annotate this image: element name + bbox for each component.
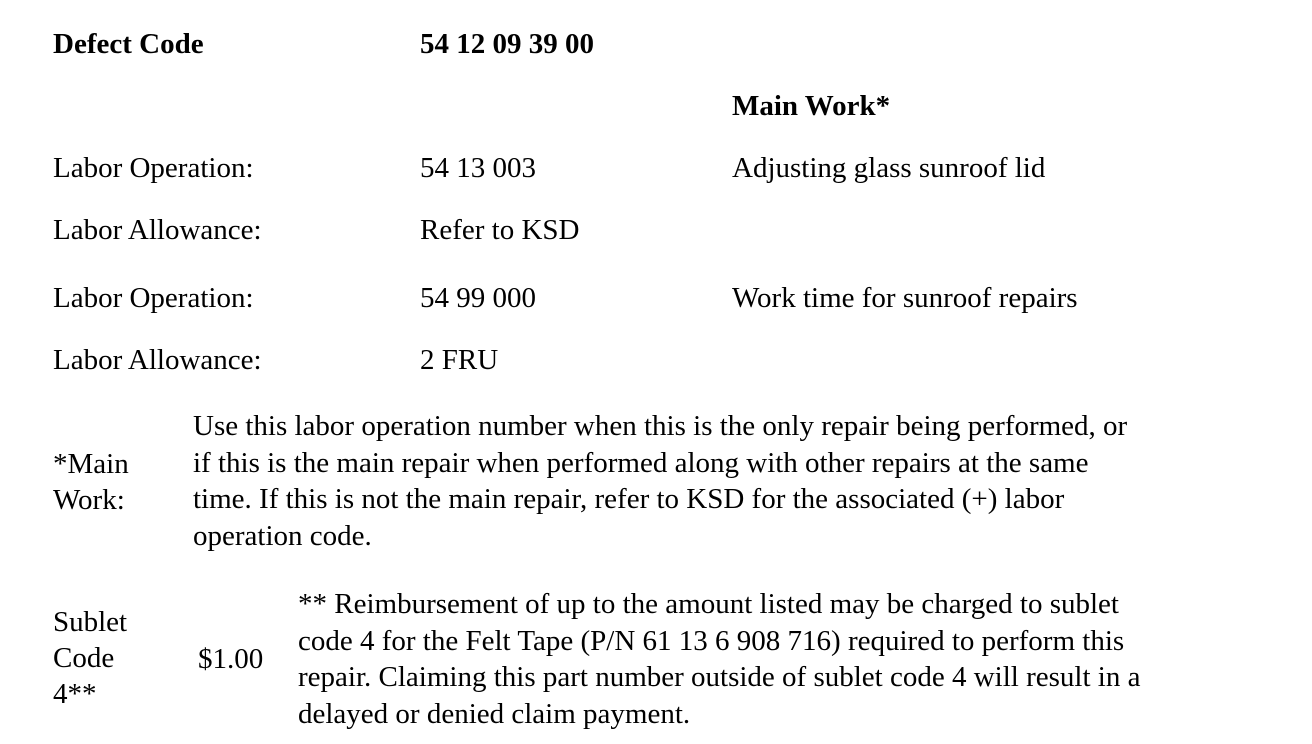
main-work-note-line: time. If this is not the main repair, refer to KSD for the associated (+) labor — [193, 483, 1065, 515]
sublet-label: 4** — [53, 678, 97, 710]
sublet-label: Code — [53, 642, 115, 674]
main-work-heading: Main Work* — [732, 90, 891, 122]
sublet-note-line: code 4 for the Felt Tape (P/N 61 13 6 908 716) required to perform this — [298, 624, 1125, 657]
defect-code-label: Defect Code — [53, 28, 204, 60]
sublet-note-line: delayed or denied claim payment. — [298, 697, 691, 730]
labor-allowance-value: 2 FRU — [420, 344, 499, 376]
labor-operation-description: Work time for sunroof repairs — [732, 282, 1078, 314]
sublet-amount: $1.00 — [198, 643, 264, 675]
main-work-note-line: operation code. — [193, 519, 372, 552]
main-work-note-label: Work: — [53, 484, 125, 516]
main-work-note-text — [193, 408, 1127, 554]
main-work-note-line: if this is the main repair when performed along with other repairs at the same — [193, 446, 1089, 479]
labor-allowance-label: Labor Allowance: — [53, 214, 262, 246]
sublet-note-line: ** Reimbursement of up to the amount listed may be charged to sublet — [298, 588, 1119, 620]
defect-code-value: 54 12 09 39 00 — [420, 28, 594, 60]
main-work-note-label: *Main — [53, 448, 129, 480]
labor-operation-description: Adjusting glass sunroof lid — [732, 152, 1046, 184]
sublet-note-line: repair. Claiming this part number outside of sublet code 4 will result in a — [298, 661, 1141, 693]
labor-allowance-value: Refer to KSD — [420, 214, 580, 246]
sublet-label: Sublet — [53, 606, 128, 638]
labor-operation-code: 54 99 000 — [420, 282, 536, 314]
labor-operation-label: Labor Operation: — [53, 152, 254, 184]
labor-operation-label: Labor Operation: — [53, 282, 254, 314]
labor-operation-code: 54 13 003 — [420, 152, 536, 184]
main-work-note-line: Use this labor operation number when this is the only repair being performed, or — [193, 410, 1128, 442]
sublet-note-text — [298, 586, 1140, 732]
labor-allowance-label: Labor Allowance: — [53, 344, 262, 376]
